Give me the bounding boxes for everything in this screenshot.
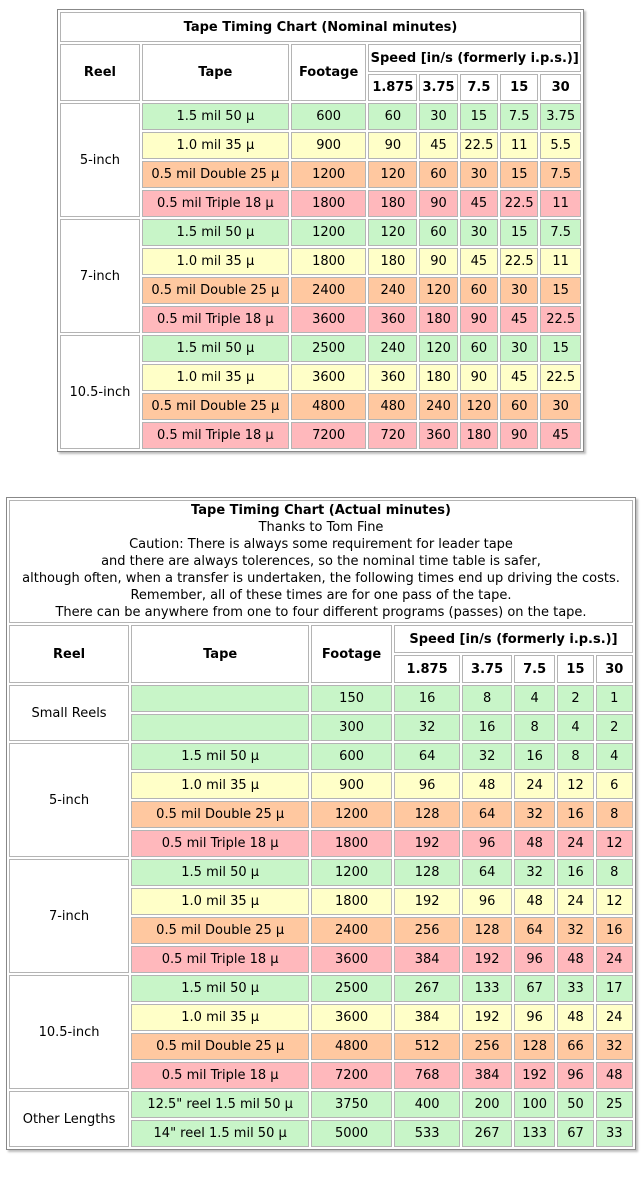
- table-row: [60, 219, 581, 246]
- time-cell: 720: [368, 422, 417, 449]
- time-cell: 256: [462, 1033, 512, 1060]
- time-cell: 32: [462, 743, 512, 770]
- time-cell: 11: [540, 248, 581, 275]
- time-cell: 64: [394, 743, 460, 770]
- time-cell: 60: [368, 103, 417, 130]
- time-cell: 90: [500, 422, 538, 449]
- time-cell: 240: [368, 335, 417, 362]
- time-cell: 90: [419, 190, 457, 217]
- time-cell: 384: [394, 1004, 460, 1031]
- time-cell: 64: [462, 859, 512, 886]
- time-cell: 8: [514, 714, 555, 741]
- time-cell: 96: [394, 772, 460, 799]
- reel-size-cell: 7-inch: [60, 219, 140, 333]
- time-cell: 30: [460, 161, 498, 188]
- time-cell: 8: [462, 685, 512, 712]
- table-row: [9, 859, 633, 886]
- caption-line: Thanks to Tom Fine: [258, 520, 384, 535]
- table-row: [9, 1091, 633, 1118]
- time-cell: 180: [460, 422, 498, 449]
- time-cell: 25: [596, 1091, 633, 1118]
- speed-header: 7.5: [460, 74, 498, 101]
- footage-cell: 3600: [291, 306, 367, 333]
- time-cell: 4: [557, 714, 593, 741]
- time-cell: 48: [514, 888, 555, 915]
- time-cell: 45: [500, 364, 538, 391]
- table-row: [9, 743, 633, 770]
- tape-type-cell: 1.5 mil 50 μ: [142, 335, 289, 362]
- time-cell: 5.5: [540, 132, 581, 159]
- footage-cell: 150: [311, 685, 392, 712]
- reel-size-cell: 10.5-inch: [60, 335, 140, 449]
- time-cell: 16: [557, 859, 593, 886]
- time-cell: 32: [557, 917, 593, 944]
- time-cell: 15: [540, 277, 581, 304]
- speed-header: 15: [500, 74, 538, 101]
- tape-type-cell: 1.0 mil 35 μ: [131, 772, 309, 799]
- time-cell: 180: [368, 190, 417, 217]
- time-cell: 48: [557, 946, 593, 973]
- time-cell: 32: [394, 714, 460, 741]
- speed-header: 3.75: [462, 655, 512, 683]
- time-cell: 192: [462, 1004, 512, 1031]
- time-cell: 30: [540, 393, 581, 420]
- time-cell: 8: [596, 801, 633, 828]
- time-cell: 50: [557, 1091, 593, 1118]
- time-cell: 4: [514, 685, 555, 712]
- speed-header: 3.75: [419, 74, 457, 101]
- nominal-table-title: Tape Timing Chart (Nominal minutes): [60, 12, 581, 42]
- time-cell: 16: [514, 743, 555, 770]
- reel-size-cell: 5-inch: [60, 103, 140, 217]
- time-cell: 16: [596, 917, 633, 944]
- time-cell: 128: [462, 917, 512, 944]
- time-cell: 200: [462, 1091, 512, 1118]
- time-cell: 32: [514, 801, 555, 828]
- time-cell: 48: [557, 1004, 593, 1031]
- tape-type-cell: [131, 714, 309, 741]
- time-cell: 96: [514, 1004, 555, 1031]
- time-cell: 15: [500, 219, 538, 246]
- time-cell: 30: [419, 103, 457, 130]
- speed-header: 30: [540, 74, 581, 101]
- tape-type-cell: 1.5 mil 50 μ: [142, 219, 289, 246]
- time-cell: 60: [419, 219, 457, 246]
- footage-cell: 1800: [311, 888, 392, 915]
- footage-cell: 1800: [291, 248, 367, 275]
- time-cell: 3.75: [540, 103, 581, 130]
- time-cell: 7.5: [500, 103, 538, 130]
- time-cell: 22.5: [460, 132, 498, 159]
- actual-header-reel: Reel: [9, 625, 129, 683]
- table-row: [9, 975, 633, 1002]
- time-cell: 15: [460, 103, 498, 130]
- time-cell: 6: [596, 772, 633, 799]
- caption-line: Remember, all of these times are for one pass of the tape.: [130, 588, 512, 603]
- footage-cell: 4800: [291, 393, 367, 420]
- tape-type-cell: 0.5 mil Double 25 μ: [142, 277, 289, 304]
- footage-cell: 2500: [291, 335, 367, 362]
- time-cell: 24: [596, 1004, 633, 1031]
- tape-type-cell: [131, 685, 309, 712]
- time-cell: 96: [514, 946, 555, 973]
- nominal-timing-table: [57, 9, 584, 452]
- time-cell: 45: [500, 306, 538, 333]
- time-cell: 24: [596, 946, 633, 973]
- actual-table-caption: [9, 500, 633, 623]
- time-cell: 267: [394, 975, 460, 1002]
- reel-size-cell: 5-inch: [9, 743, 129, 857]
- tape-type-cell: 0.5 mil Triple 18 μ: [142, 306, 289, 333]
- tape-type-cell: 0.5 mil Double 25 μ: [142, 393, 289, 420]
- footage-cell: 7200: [291, 422, 367, 449]
- reel-size-cell: Other Lengths: [9, 1091, 129, 1147]
- table-row: [9, 685, 633, 712]
- tape-type-cell: 0.5 mil Triple 18 μ: [142, 422, 289, 449]
- time-cell: 4: [596, 743, 633, 770]
- nominal-header-footage: Footage: [291, 44, 367, 101]
- time-cell: 90: [368, 132, 417, 159]
- footage-cell: 2400: [291, 277, 367, 304]
- footage-cell: 3750: [311, 1091, 392, 1118]
- table-row: [60, 335, 581, 362]
- time-cell: 30: [460, 219, 498, 246]
- time-cell: 12: [596, 888, 633, 915]
- time-cell: 60: [419, 161, 457, 188]
- actual-header-tape: Tape: [131, 625, 309, 683]
- caption-line: and there are always tolerences, so the nominal time table is safer,: [101, 554, 541, 569]
- speed-header: 30: [596, 655, 633, 683]
- time-cell: 60: [500, 393, 538, 420]
- time-cell: 45: [540, 422, 581, 449]
- time-cell: 133: [514, 1120, 555, 1147]
- time-cell: 67: [557, 1120, 593, 1147]
- time-cell: 96: [462, 888, 512, 915]
- tape-type-cell: 1.5 mil 50 μ: [131, 975, 309, 1002]
- time-cell: 66: [557, 1033, 593, 1060]
- time-cell: 120: [368, 219, 417, 246]
- time-cell: 180: [419, 306, 457, 333]
- actual-timing-table: [6, 497, 636, 1150]
- reel-size-cell: 7-inch: [9, 859, 129, 973]
- time-cell: 7.5: [540, 219, 581, 246]
- time-cell: 90: [460, 364, 498, 391]
- time-cell: 16: [557, 801, 593, 828]
- time-cell: 32: [596, 1033, 633, 1060]
- time-cell: 128: [514, 1033, 555, 1060]
- footage-cell: 1800: [311, 830, 392, 857]
- tape-type-cell: 0.5 mil Double 25 μ: [131, 917, 309, 944]
- nominal-header-reel: Reel: [60, 44, 140, 101]
- footage-cell: 300: [311, 714, 392, 741]
- time-cell: 768: [394, 1062, 460, 1089]
- tape-type-cell: 0.5 mil Triple 18 μ: [131, 946, 309, 973]
- time-cell: 45: [460, 190, 498, 217]
- time-cell: 22.5: [500, 248, 538, 275]
- time-cell: 120: [419, 335, 457, 362]
- time-cell: 360: [419, 422, 457, 449]
- time-cell: 120: [419, 277, 457, 304]
- time-cell: 22.5: [500, 190, 538, 217]
- time-cell: 360: [368, 306, 417, 333]
- tape-type-cell: 1.0 mil 35 μ: [131, 888, 309, 915]
- time-cell: 2: [557, 685, 593, 712]
- actual-header-speed: Speed [in/s (formerly i.p.s.)]: [394, 625, 633, 653]
- nominal-header-tape: Tape: [142, 44, 289, 101]
- time-cell: 120: [368, 161, 417, 188]
- time-cell: 11: [540, 190, 581, 217]
- reel-size-cell: Small Reels: [9, 685, 129, 741]
- time-cell: 480: [368, 393, 417, 420]
- caption-line: although often, when a transfer is undertaken, the following times end up driving the costs.: [22, 571, 620, 586]
- footage-cell: 1200: [291, 161, 367, 188]
- time-cell: 24: [557, 888, 593, 915]
- time-cell: 24: [514, 772, 555, 799]
- footage-cell: 600: [311, 743, 392, 770]
- tape-type-cell: 1.5 mil 50 μ: [131, 743, 309, 770]
- tape-type-cell: 0.5 mil Triple 18 μ: [131, 1062, 309, 1089]
- time-cell: 64: [462, 801, 512, 828]
- time-cell: 8: [557, 743, 593, 770]
- footage-cell: 3600: [291, 364, 367, 391]
- actual-table-title: Tape Timing Chart (Actual minutes): [191, 503, 451, 518]
- time-cell: 48: [462, 772, 512, 799]
- time-cell: 12: [557, 772, 593, 799]
- time-cell: 192: [394, 830, 460, 857]
- footage-cell: 7200: [311, 1062, 392, 1089]
- time-cell: 30: [500, 277, 538, 304]
- time-cell: 90: [460, 306, 498, 333]
- tape-type-cell: 0.5 mil Double 25 μ: [142, 161, 289, 188]
- speed-header: 1.875: [394, 655, 460, 683]
- time-cell: 96: [462, 830, 512, 857]
- footage-cell: 2400: [311, 917, 392, 944]
- time-cell: 45: [460, 248, 498, 275]
- tape-type-cell: 0.5 mil Double 25 μ: [131, 1033, 309, 1060]
- time-cell: 11: [500, 132, 538, 159]
- time-cell: 60: [460, 335, 498, 362]
- footage-cell: 1200: [291, 219, 367, 246]
- table-row: [60, 103, 581, 130]
- footage-cell: 4800: [311, 1033, 392, 1060]
- time-cell: 120: [460, 393, 498, 420]
- speed-header: 7.5: [514, 655, 555, 683]
- time-cell: 192: [462, 946, 512, 973]
- time-cell: 7.5: [540, 161, 581, 188]
- time-cell: 17: [596, 975, 633, 1002]
- actual-header-footage: Footage: [311, 625, 392, 683]
- tape-type-cell: 1.5 mil 50 μ: [142, 103, 289, 130]
- time-cell: 67: [514, 975, 555, 1002]
- time-cell: 48: [596, 1062, 633, 1089]
- footage-cell: 5000: [311, 1120, 392, 1147]
- time-cell: 15: [540, 335, 581, 362]
- time-cell: 1: [596, 685, 633, 712]
- speed-header: 1.875: [368, 74, 417, 101]
- footage-cell: 600: [291, 103, 367, 130]
- reel-size-cell: 10.5-inch: [9, 975, 129, 1089]
- time-cell: 384: [462, 1062, 512, 1089]
- caption-line: There can be anywhere from one to four different programs (passes) on the tape.: [55, 605, 587, 620]
- footage-cell: 2500: [311, 975, 392, 1002]
- tape-type-cell: 0.5 mil Triple 18 μ: [131, 830, 309, 857]
- time-cell: 90: [419, 248, 457, 275]
- time-cell: 2: [596, 714, 633, 741]
- time-cell: 240: [419, 393, 457, 420]
- time-cell: 267: [462, 1120, 512, 1147]
- time-cell: 128: [394, 801, 460, 828]
- footage-cell: 900: [291, 132, 367, 159]
- time-cell: 256: [394, 917, 460, 944]
- tape-type-cell: 1.0 mil 35 μ: [142, 364, 289, 391]
- tape-type-cell: 0.5 mil Double 25 μ: [131, 801, 309, 828]
- time-cell: 133: [462, 975, 512, 1002]
- tape-type-cell: 14" reel 1.5 mil 50 μ: [131, 1120, 309, 1147]
- time-cell: 8: [596, 859, 633, 886]
- caption-line: Caution: There is always some requirement for leader tape: [129, 537, 513, 552]
- time-cell: 100: [514, 1091, 555, 1118]
- time-cell: 384: [394, 946, 460, 973]
- footage-cell: 1200: [311, 859, 392, 886]
- time-cell: 33: [557, 975, 593, 1002]
- tape-type-cell: 1.0 mil 35 μ: [142, 132, 289, 159]
- time-cell: 192: [394, 888, 460, 915]
- tape-type-cell: 1.5 mil 50 μ: [131, 859, 309, 886]
- time-cell: 48: [514, 830, 555, 857]
- tape-type-cell: 1.0 mil 35 μ: [142, 248, 289, 275]
- footage-cell: 1800: [291, 190, 367, 217]
- time-cell: 60: [460, 277, 498, 304]
- time-cell: 45: [419, 132, 457, 159]
- nominal-header-speed: Speed [in/s (formerly i.p.s.)]: [368, 44, 581, 72]
- footage-cell: 3600: [311, 946, 392, 973]
- time-cell: 533: [394, 1120, 460, 1147]
- time-cell: 360: [368, 364, 417, 391]
- time-cell: 400: [394, 1091, 460, 1118]
- time-cell: 192: [514, 1062, 555, 1089]
- time-cell: 30: [500, 335, 538, 362]
- time-cell: 24: [557, 830, 593, 857]
- footage-cell: 3600: [311, 1004, 392, 1031]
- time-cell: 96: [557, 1062, 593, 1089]
- time-cell: 16: [462, 714, 512, 741]
- time-cell: 12: [596, 830, 633, 857]
- time-cell: 240: [368, 277, 417, 304]
- time-cell: 15: [500, 161, 538, 188]
- time-cell: 32: [514, 859, 555, 886]
- time-cell: 180: [368, 248, 417, 275]
- tape-type-cell: 1.0 mil 35 μ: [131, 1004, 309, 1031]
- time-cell: 180: [419, 364, 457, 391]
- footage-cell: 1200: [311, 801, 392, 828]
- time-cell: 16: [394, 685, 460, 712]
- time-cell: 64: [514, 917, 555, 944]
- tape-type-cell: 0.5 mil Triple 18 μ: [142, 190, 289, 217]
- footage-cell: 900: [311, 772, 392, 799]
- time-cell: 22.5: [540, 364, 581, 391]
- time-cell: 128: [394, 859, 460, 886]
- time-cell: 33: [596, 1120, 633, 1147]
- speed-header: 15: [557, 655, 593, 683]
- time-cell: 512: [394, 1033, 460, 1060]
- time-cell: 22.5: [540, 306, 581, 333]
- tape-type-cell: 12.5" reel 1.5 mil 50 μ: [131, 1091, 309, 1118]
